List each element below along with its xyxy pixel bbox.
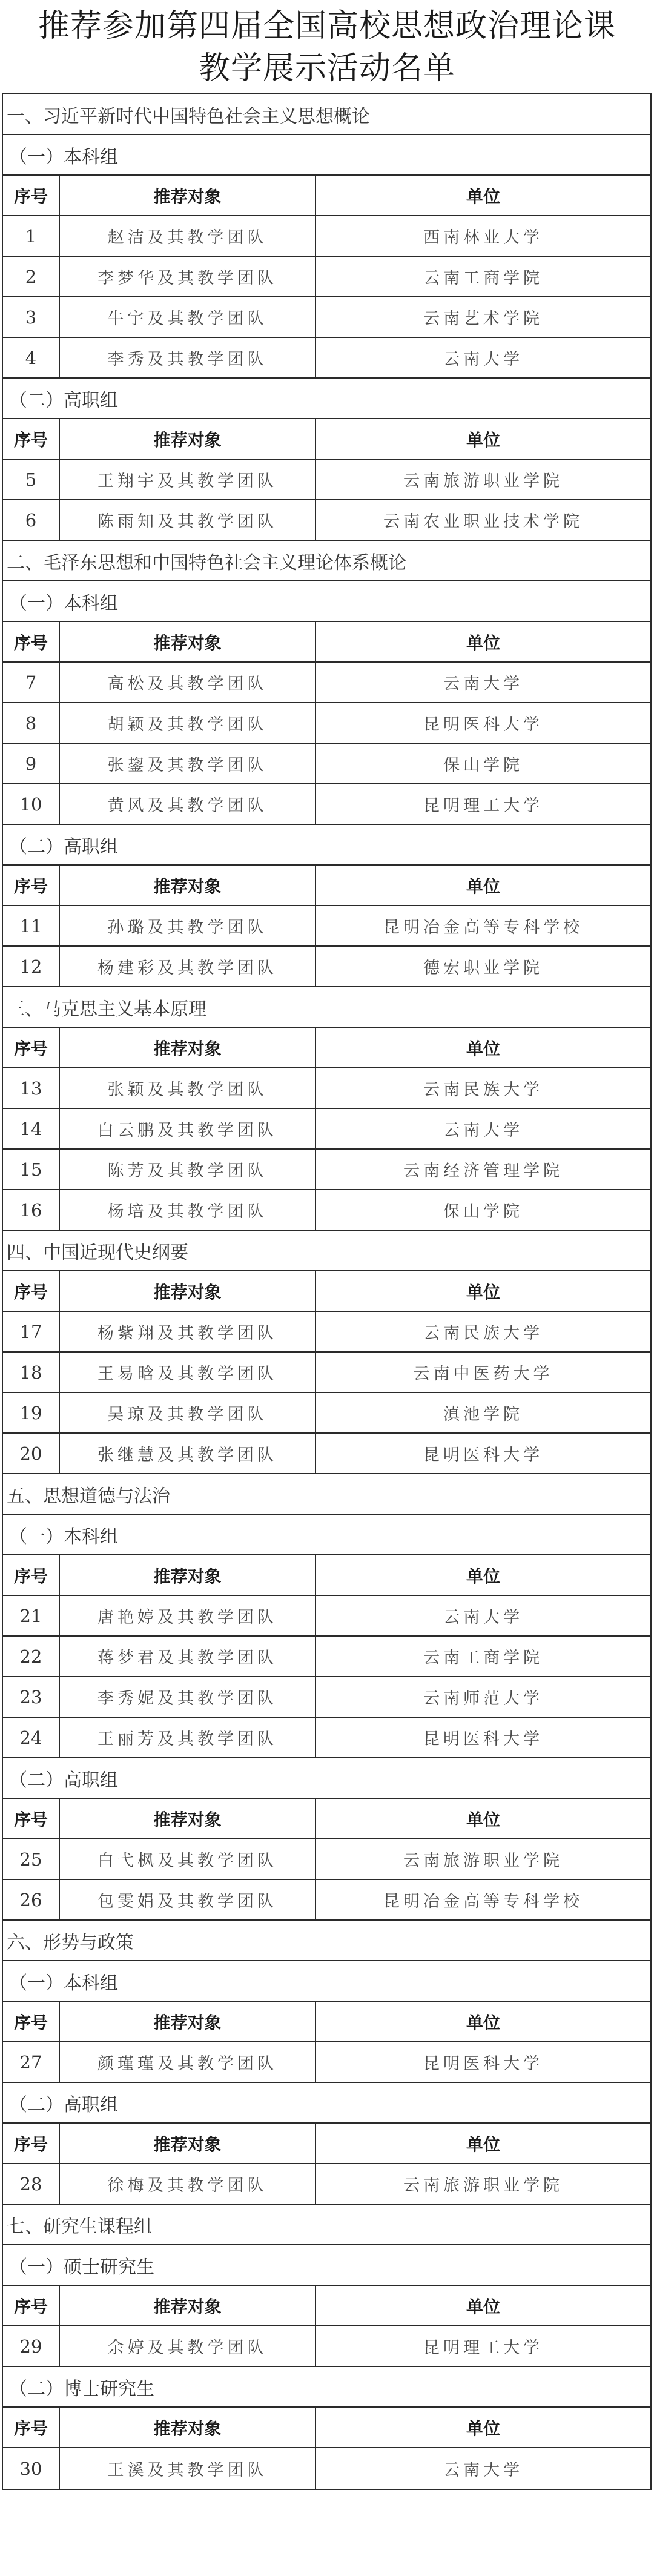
row-nominee: 高松及其教学团队	[60, 663, 316, 702]
row-nominee: 赵洁及其教学团队	[60, 216, 316, 256]
row-number: 29	[3, 2326, 60, 2366]
table-row	[3, 1190, 650, 1231]
row-nominee: 张鋆及其教学团队	[60, 744, 316, 783]
header-no: 序号	[3, 419, 60, 459]
table-row	[3, 1068, 650, 1109]
header-unit: 单位	[466, 2418, 500, 2439]
row-nominee: 包雯娟及其教学团队	[60, 1880, 316, 1919]
row-unit: 云南旅游职业学院	[403, 2176, 563, 2195]
row-nominee: 吴琼及其教学团队	[60, 1393, 316, 1432]
header-nominee: 推荐对象	[60, 866, 316, 905]
row-number: 19	[3, 1393, 60, 1432]
row-number: 7	[3, 663, 60, 702]
section-title: 三、马克思主义基本原理	[7, 998, 206, 1020]
row-unit: 昆明冶金高等专科学校	[383, 918, 583, 937]
header-unit: 单位	[466, 429, 500, 450]
header-no: 序号	[3, 2002, 60, 2041]
table-row	[3, 2448, 650, 2489]
header-unit: 单位	[466, 876, 500, 896]
table-row	[3, 703, 650, 744]
row-number: 2	[3, 257, 60, 296]
title-line-1: 推荐参加第四届全国高校思想政治理论课	[38, 8, 616, 44]
header-nominee: 推荐对象	[60, 622, 316, 661]
row-nominee: 余婷及其教学团队	[60, 2326, 316, 2366]
table-row	[3, 460, 650, 500]
row-nominee: 李秀妮及其教学团队	[60, 1677, 316, 1717]
row-unit: 昆明医科大学	[423, 1730, 543, 1749]
header-nominee: 推荐对象	[60, 1799, 316, 1838]
title-line-2: 教学展示活动名单	[198, 50, 455, 87]
row-nominee: 张继慧及其教学团队	[60, 1434, 316, 1473]
row-nominee: 陈芳及其教学团队	[60, 1150, 316, 1189]
row-number: 21	[3, 1596, 60, 1635]
row-number: 18	[3, 1353, 60, 1392]
header-no: 序号	[3, 1799, 60, 1838]
row-number: 26	[3, 1880, 60, 1919]
row-nominee: 李梦华及其教学团队	[60, 257, 316, 296]
table-row	[3, 1637, 650, 1677]
table-header-row	[3, 2002, 650, 2042]
table-row	[3, 1880, 650, 1921]
row-unit: 云南大学	[443, 1608, 523, 1627]
table-row	[3, 216, 650, 257]
table-row	[3, 1312, 650, 1353]
header-no: 序号	[3, 2124, 60, 2163]
row-nominee: 张颖及其教学团队	[60, 1068, 316, 1108]
row-unit: 云南旅游职业学院	[403, 472, 563, 491]
row-unit: 滇池学院	[443, 1405, 523, 1424]
row-number: 5	[3, 460, 60, 499]
table-header-row	[3, 2408, 650, 2448]
row-number: 14	[3, 1109, 60, 1148]
row-number: 20	[3, 1434, 60, 1473]
header-nominee: 推荐对象	[60, 2002, 316, 2041]
section-title-row	[3, 987, 650, 1028]
row-number: 24	[3, 1718, 60, 1757]
row-nominee: 唐艳婷及其教学团队	[60, 1596, 316, 1635]
row-nominee: 陈雨知及其教学团队	[60, 500, 316, 540]
row-nominee: 徐梅及其教学团队	[60, 2164, 316, 2204]
group-title-row	[3, 2083, 650, 2124]
table-row	[3, 744, 650, 784]
section-title-row	[3, 1231, 650, 1271]
section-title: 二、毛泽东思想和中国特色社会主义理论体系概论	[7, 552, 406, 574]
section-title: 一、习近平新时代中国特色社会主义思想概论	[7, 105, 370, 127]
row-unit: 云南大学	[443, 675, 523, 694]
row-unit: 保山学院	[443, 1202, 523, 1221]
table-row	[3, 1839, 650, 1880]
row-number: 16	[3, 1190, 60, 1230]
header-no: 序号	[3, 2408, 60, 2447]
row-unit: 云南大学	[443, 1121, 523, 1140]
row-number: 6	[3, 500, 60, 540]
row-unit: 云南民族大学	[423, 1324, 543, 1343]
row-nominee: 王溪及其教学团队	[60, 2448, 316, 2489]
row-number: 15	[3, 1150, 60, 1189]
group-title: （二）高职组	[9, 836, 118, 858]
section-title: 五、思想道德与法治	[7, 1485, 170, 1507]
document-title	[0, 0, 654, 93]
table-header-row	[3, 419, 650, 460]
table-row	[3, 1434, 650, 1474]
table-row	[3, 906, 650, 947]
header-unit: 单位	[466, 186, 500, 207]
row-unit: 云南大学	[443, 2461, 523, 2480]
group-title-row	[3, 825, 650, 866]
table-row	[3, 2326, 650, 2367]
group-title: （一）硕士研究生	[9, 2256, 154, 2278]
header-nominee: 推荐对象	[60, 176, 316, 215]
header-unit: 单位	[466, 1282, 500, 1302]
row-number: 9	[3, 744, 60, 783]
header-unit: 单位	[466, 1809, 500, 1830]
group-title-row	[3, 135, 650, 176]
table-row	[3, 500, 650, 541]
table-row	[3, 663, 650, 703]
table-header-row	[3, 176, 650, 216]
row-nominee: 胡颖及其教学团队	[60, 703, 316, 743]
group-title-row	[3, 2367, 650, 2408]
row-number: 25	[3, 1839, 60, 1879]
row-number: 1	[3, 216, 60, 256]
header-nominee: 推荐对象	[60, 1028, 316, 1067]
section-title: 六、形势与政策	[7, 1932, 134, 1953]
row-unit: 德宏职业学院	[423, 959, 543, 978]
header-unit: 单位	[466, 1566, 500, 1586]
row-number: 11	[3, 906, 60, 945]
row-nominee: 白弋枫及其教学团队	[60, 1839, 316, 1879]
row-unit: 昆明医科大学	[423, 2055, 543, 2073]
group-title-row	[3, 2245, 650, 2286]
header-unit: 单位	[466, 2012, 500, 2033]
section-title-row	[3, 94, 650, 135]
header-nominee: 推荐对象	[60, 419, 316, 459]
row-nominee: 王丽芳及其教学团队	[60, 1718, 316, 1757]
row-nominee: 黄风及其教学团队	[60, 784, 316, 824]
row-nominee: 白云鹏及其教学团队	[60, 1109, 316, 1148]
row-nominee: 牛宇及其教学团队	[60, 297, 316, 337]
row-unit: 昆明理工大学	[423, 796, 543, 815]
section-title-row	[3, 2205, 650, 2245]
header-unit: 单位	[466, 1038, 500, 1059]
row-unit: 云南农业职业技术学院	[383, 512, 583, 531]
group-title-row	[3, 1758, 650, 1799]
table-header-row	[3, 2124, 650, 2164]
row-unit: 保山学院	[443, 756, 523, 775]
row-unit: 西南林业大学	[423, 228, 543, 247]
table-row	[3, 1596, 650, 1637]
header-no: 序号	[3, 1028, 60, 1067]
header-unit: 单位	[466, 632, 500, 653]
row-unit: 云南艺术学院	[423, 310, 543, 328]
row-unit: 昆明冶金高等专科学校	[383, 1892, 583, 1911]
row-nominee: 杨建彩及其教学团队	[60, 947, 316, 986]
table-header-row	[3, 2286, 650, 2326]
group-title: （一）本科组	[9, 592, 118, 614]
row-number: 17	[3, 1312, 60, 1351]
group-title-row	[3, 379, 650, 419]
table-row	[3, 1393, 650, 1434]
row-number: 12	[3, 947, 60, 986]
row-number: 22	[3, 1637, 60, 1676]
header-no: 序号	[3, 1271, 60, 1311]
row-nominee: 李秀及其教学团队	[60, 338, 316, 377]
row-nominee: 杨培及其教学团队	[60, 1190, 316, 1230]
table-header-row	[3, 1555, 650, 1596]
row-unit: 云南中医药大学	[413, 1365, 553, 1383]
row-nominee: 蒋梦君及其教学团队	[60, 1637, 316, 1676]
table-header-row	[3, 622, 650, 663]
row-nominee: 王翔宇及其教学团队	[60, 460, 316, 499]
row-unit: 云南工商学院	[423, 269, 543, 288]
row-unit: 昆明医科大学	[423, 715, 543, 734]
row-unit: 云南工商学院	[423, 1649, 543, 1667]
row-nominee: 王易晗及其教学团队	[60, 1353, 316, 1392]
row-unit: 云南师范大学	[423, 1689, 543, 1708]
group-title-row	[3, 1961, 650, 2002]
group-title: （一）本科组	[9, 1972, 118, 1994]
row-nominee: 颜瑾瑾及其教学团队	[60, 2042, 316, 2082]
header-nominee: 推荐对象	[60, 1271, 316, 1311]
table-header-row	[3, 1271, 650, 1312]
row-nominee: 杨紫翔及其教学团队	[60, 1312, 316, 1351]
table-header-row	[3, 1799, 650, 1839]
section-title-row	[3, 541, 650, 581]
row-nominee: 孙璐及其教学团队	[60, 906, 316, 945]
header-nominee: 推荐对象	[60, 2408, 316, 2447]
row-unit: 云南经济管理学院	[403, 1162, 563, 1180]
table-row	[3, 1353, 650, 1393]
header-no: 序号	[3, 866, 60, 905]
header-no: 序号	[3, 176, 60, 215]
header-no: 序号	[3, 2286, 60, 2325]
header-no: 序号	[3, 622, 60, 661]
header-unit: 单位	[466, 2296, 500, 2317]
row-number: 8	[3, 703, 60, 743]
table-row	[3, 297, 650, 338]
row-number: 27	[3, 2042, 60, 2082]
table-row	[3, 784, 650, 825]
section-title: 四、中国近现代史纲要	[7, 1242, 188, 1263]
row-unit: 昆明医科大学	[423, 1446, 543, 1465]
row-unit: 云南大学	[443, 350, 523, 369]
section-title-row	[3, 1921, 650, 1961]
row-number: 10	[3, 784, 60, 824]
header-nominee: 推荐对象	[60, 2286, 316, 2325]
table-header-row	[3, 1028, 650, 1068]
table-row	[3, 1677, 650, 1718]
header-unit: 单位	[466, 2134, 500, 2154]
row-number: 28	[3, 2164, 60, 2204]
group-title: （一）本科组	[9, 146, 118, 168]
group-title: （一）本科组	[9, 1526, 118, 1548]
table-row	[3, 947, 650, 987]
header-nominee: 推荐对象	[60, 2124, 316, 2163]
header-nominee: 推荐对象	[60, 1555, 316, 1595]
row-unit: 昆明理工大学	[423, 2339, 543, 2357]
table-row	[3, 2164, 650, 2205]
group-title: （二）博士研究生	[9, 2378, 154, 2400]
row-number: 13	[3, 1068, 60, 1108]
table-row	[3, 1109, 650, 1150]
table-row	[3, 1718, 650, 1758]
table-row	[3, 338, 650, 379]
row-unit: 云南民族大学	[423, 1081, 543, 1099]
row-number: 23	[3, 1677, 60, 1717]
group-title-row	[3, 581, 650, 622]
group-title: （二）高职组	[9, 389, 118, 411]
group-title-row	[3, 1515, 650, 1555]
section-title-row	[3, 1474, 650, 1515]
table-row	[3, 1150, 650, 1190]
table-row	[3, 257, 650, 297]
nominee-table	[2, 93, 652, 2490]
group-title: （二）高职组	[9, 2094, 118, 2116]
section-title: 七、研究生课程组	[7, 2216, 152, 2237]
table-header-row	[3, 866, 650, 906]
row-number: 3	[3, 297, 60, 337]
row-number: 4	[3, 338, 60, 377]
header-no: 序号	[3, 1555, 60, 1595]
group-title: （二）高职组	[9, 1769, 118, 1791]
row-number: 30	[3, 2448, 60, 2489]
row-unit: 云南旅游职业学院	[403, 1852, 563, 1870]
table-row	[3, 2042, 650, 2083]
